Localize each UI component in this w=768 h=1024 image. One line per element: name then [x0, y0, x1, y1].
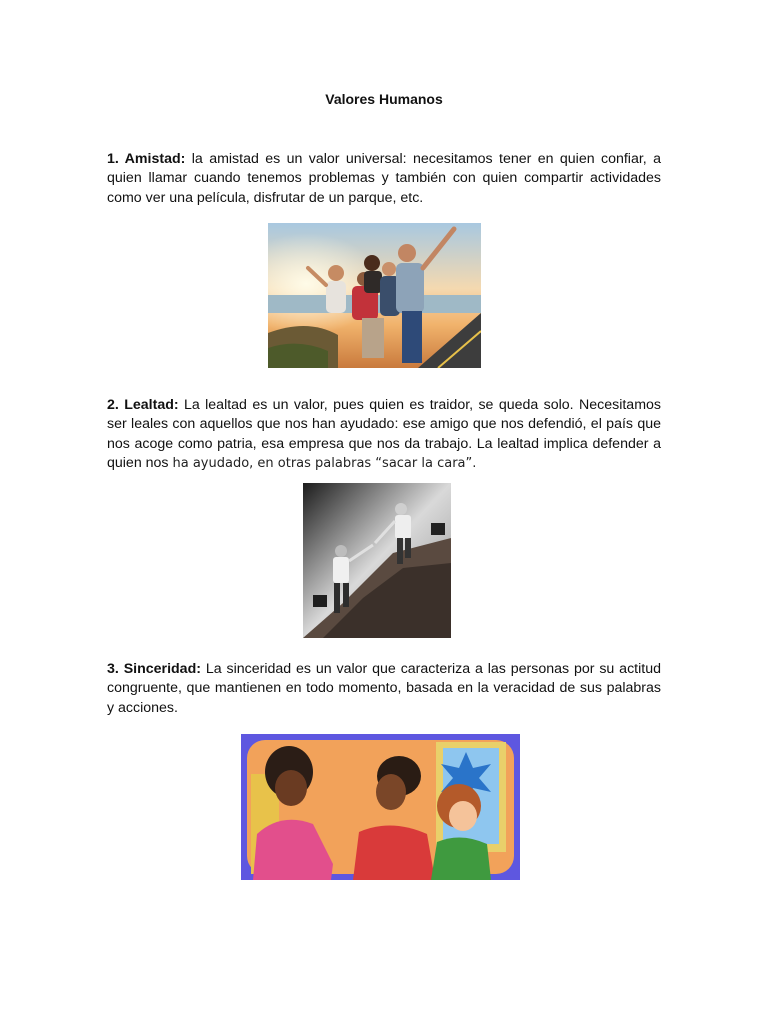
section-amistad: [107, 150, 661, 208]
section-heading: 1. Amistad:: [107, 151, 186, 167]
page-title: Valores Humanos: [325, 91, 443, 107]
section-text: la amistad es un valor universal: necesitamos tener en quien confiar, a quien llamar cuando tenemos problemas y también con quien compartir actividades como ver una película, disfrutar de un parque, etc.: [107, 151, 661, 206]
children-illustration: [241, 734, 520, 880]
section-lealtad: [107, 396, 661, 473]
section-text-alt-font: ha ayudado, en otras palabras “sacar la cara”.: [172, 455, 477, 471]
section-text: La lealtad es un valor, pues quien es traidor, se queda solo. Necesitamos ser leales con aquellos que nos han ayudado: ese amigo que nos defendió, el país que nos acoge como patria, esa empresa que nos da trabajo. La lealtad implica defender a quien nos: [107, 397, 661, 471]
climbers-helping-photo: [303, 483, 451, 638]
section-heading: 2. Lealtad:: [107, 397, 179, 413]
section-text: La sinceridad es un valor que caracteriza a las personas por su actitud congruente, que mantienen en todo momento, basada en la veracidad de sus palabras y acciones.: [107, 661, 661, 716]
section-sinceridad: [107, 660, 661, 718]
section-heading: 3. Sinceridad:: [107, 661, 201, 677]
friends-photo: [268, 223, 481, 368]
